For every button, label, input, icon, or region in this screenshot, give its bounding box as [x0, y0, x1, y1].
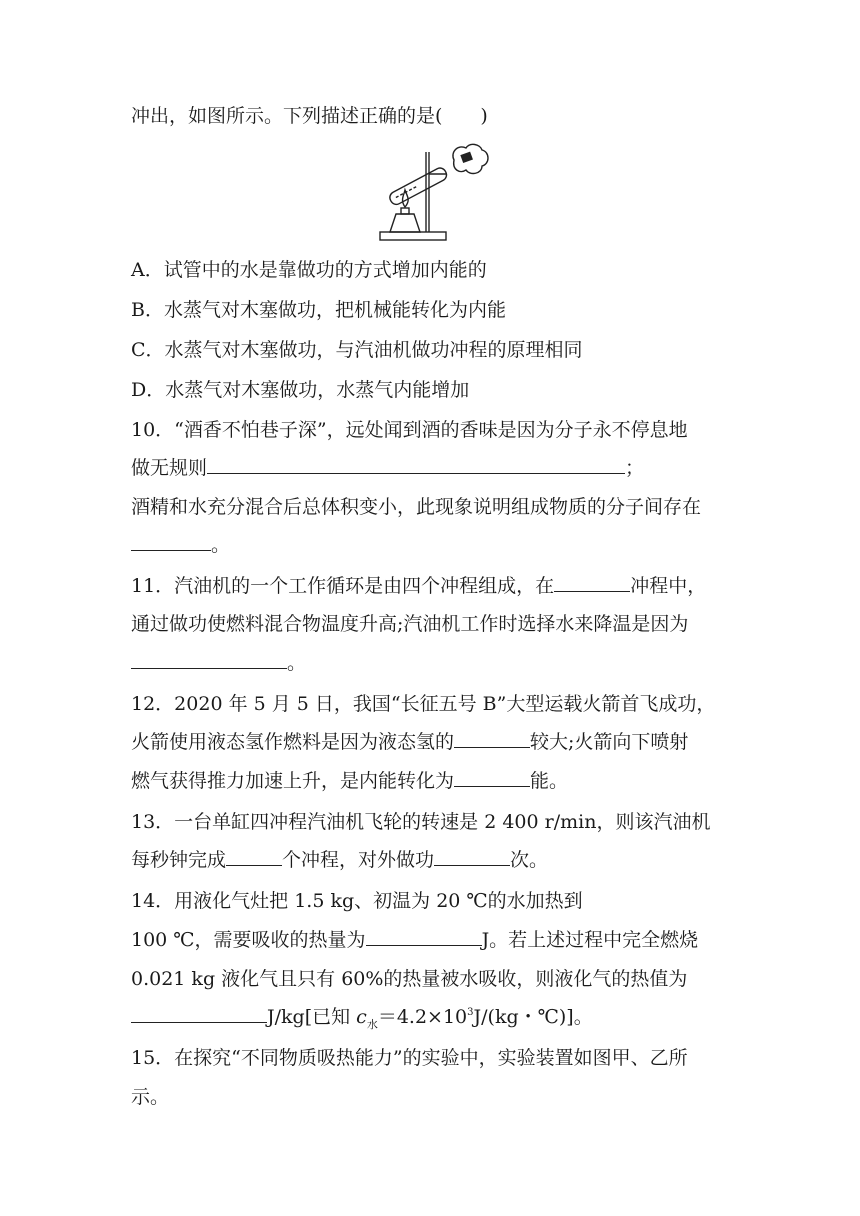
q11-blank-1[interactable]: [554, 574, 630, 592]
q13-line2c: 次。: [510, 849, 549, 871]
q14-blank-1[interactable]: [366, 928, 482, 946]
q10-line4-end: 。: [211, 534, 231, 556]
q13-line2: [131, 848, 548, 872]
q15-line2: 示。: [131, 1086, 170, 1108]
q13-line2a: 每秒钟完成: [131, 849, 227, 871]
q14-line2: [131, 928, 698, 952]
cork: [461, 152, 472, 162]
q12-blank-1[interactable]: [454, 730, 530, 748]
q10-line2: [131, 456, 644, 480]
q12-line3a: 燃气获得推力加速上升，是内能转化为: [131, 770, 455, 792]
q14-c-symbol: c: [356, 1006, 367, 1028]
q9-stem-tail: 冲出，如图所示。下列描述正确的是( ): [131, 105, 488, 127]
q12-line2: [131, 730, 688, 754]
q10-line1: 10．“酒香不怕巷子深”，远处闻到酒的香味是因为分子永不停息地: [131, 419, 688, 441]
q10-line3: 酒精和水充分混合后总体积变小，此现象说明组成物质的分子间存在: [131, 496, 702, 518]
q10-line2-text: 做无规则: [131, 457, 208, 479]
q10-blank-1[interactable]: [207, 456, 625, 474]
experiment-figure: [370, 140, 494, 246]
q12-line2a: 火箭使用液态氢作燃料是因为液态氢的: [131, 731, 455, 753]
q10-line4: [131, 533, 230, 557]
q12-blank-2[interactable]: [454, 769, 530, 787]
q11-line3-end: 。: [287, 652, 307, 674]
q14-blank-2[interactable]: [131, 1005, 267, 1023]
q10-line2-end: ；: [625, 457, 645, 479]
q14-line3: 0.021 kg 液化气且只有 60%的热量被水吸收，则液化气的热值为: [131, 968, 688, 990]
q12-line3: [131, 769, 568, 793]
q12-line1: 12．2020 年 5 月 5 日，我国“长征五号 B”大型运载火箭首飞成功，: [131, 693, 716, 715]
alcohol-lamp: [390, 214, 420, 232]
q14-line4b: ＝4.2×10: [377, 1006, 468, 1028]
q14-c-subscript: 水: [366, 1018, 378, 1031]
q11-line3: [131, 651, 306, 675]
q11-line1: [131, 574, 706, 598]
q14-line1: 14．用液化气灶把 1.5 kg、初温为 20 ℃的水加热到: [131, 890, 583, 912]
q10-blank-2[interactable]: [131, 533, 211, 551]
q14-line2a: 100 ℃，需要吸收的热量为: [131, 929, 366, 951]
stand-base: [380, 232, 446, 240]
q9-option-b: B．水蒸气对木塞做功，把机械能转化为内能: [131, 299, 506, 321]
q9-option-d: D．水蒸气对木塞做功，水蒸气内能增加: [131, 379, 470, 401]
q13-blank-2[interactable]: [434, 848, 510, 866]
q14-line4: [131, 1005, 593, 1033]
q15-line1: 15．在探究“不同物质吸热能力”的实验中，实验装置如图甲、乙所: [131, 1047, 688, 1069]
q9-option-a: A．试管中的水是靠做功的方式增加内能的: [131, 259, 487, 281]
q12-line3b: 能。: [530, 770, 569, 792]
q13-line1: 13．一台单缸四冲程汽油机飞轮的转速是 2 400 r/min，则该汽油机: [131, 811, 711, 833]
q14-line2b: J。若上述过程中完全燃烧: [481, 929, 699, 951]
q13-line2b: 个冲程，对外做功: [282, 849, 435, 871]
q9-option-c: C．水蒸气对木塞做功，与汽油机做功冲程的原理相同: [131, 339, 583, 361]
q12-line2b: 较大;火箭向下喷射: [530, 731, 689, 753]
q11-blank-2[interactable]: [131, 651, 287, 669]
test-tube: [388, 166, 449, 207]
q14-exponent: 3: [467, 1007, 474, 1018]
flame: [403, 190, 409, 207]
q11-line1b: 冲程中，: [630, 575, 707, 597]
q14-line4c: J/(kg・℃)]。: [473, 1006, 593, 1028]
q11-line2: 通过做功使燃料混合物温度升高;汽油机工作时选择水来降温是因为: [131, 613, 689, 635]
q13-blank-1[interactable]: [226, 848, 282, 866]
q14-line4a: J/kg[已知: [267, 1006, 357, 1028]
q11-line1a: 11．汽油机的一个工作循环是由四个冲程组成，在: [131, 575, 555, 597]
